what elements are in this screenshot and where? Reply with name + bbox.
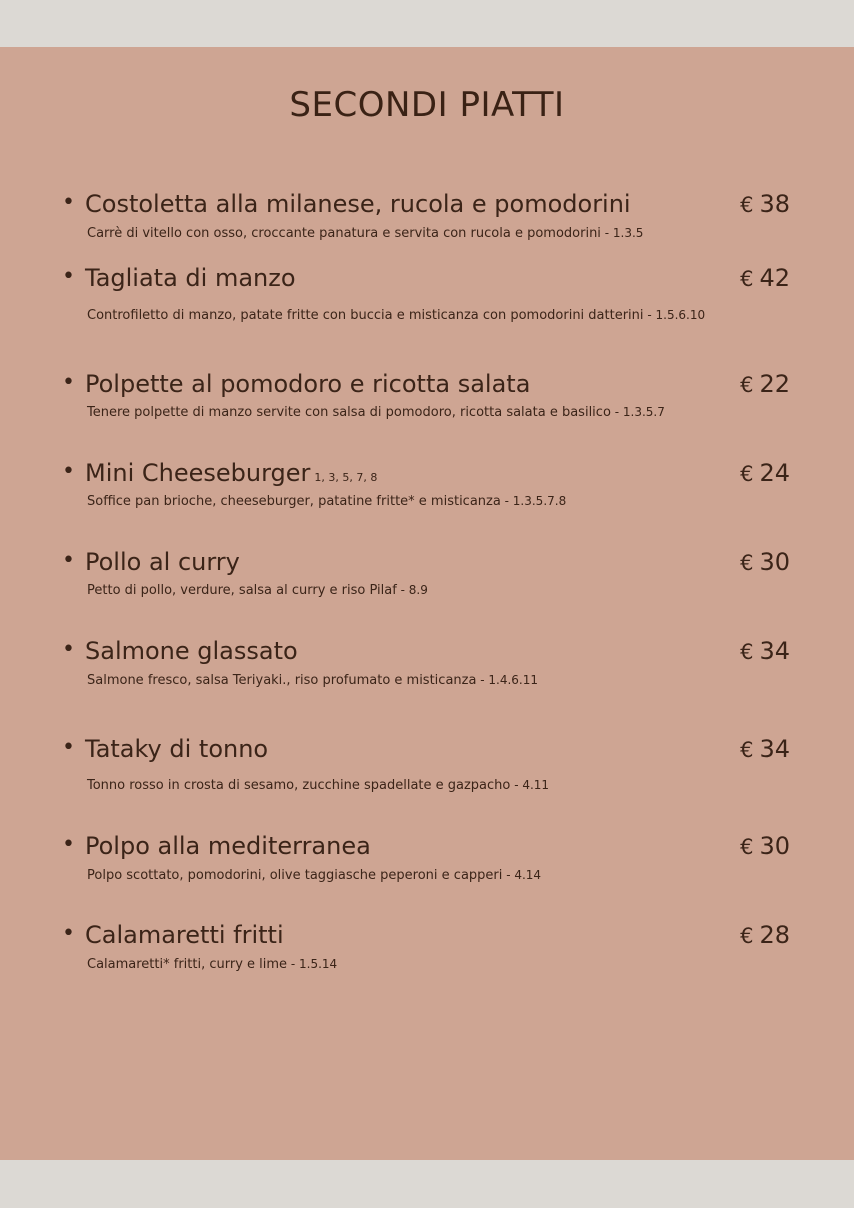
dish-price: € 38	[740, 190, 790, 218]
menu-item	[62, 263, 790, 323]
dish-description: Petto di pollo, verdure, salsa al curry e riso Pilaf - 8.9	[87, 583, 428, 598]
dish-description: Calamaretti* fritti, curry e lime - 1.5.14	[87, 957, 338, 972]
menu-item	[62, 547, 790, 598]
bullet: •	[62, 459, 75, 484]
dish-price: € 28	[740, 921, 790, 949]
dish-name: Salmone glassato	[85, 637, 298, 665]
dish-name: Costoletta alla milanese, rucola e pomodorini	[85, 190, 631, 218]
dish-name: Polpo alla mediterranea	[85, 832, 371, 860]
dish-description: Carrè di vitello con osso, croccante panatura e servita con rucola e pomodorini - 1.3.5	[87, 226, 644, 241]
dish-description: Polpo scottato, pomodorini, olive taggiasche peperoni e capperi - 4.14	[87, 868, 542, 883]
menu-item	[62, 369, 790, 420]
dish-name: Tagliata di manzo	[85, 264, 296, 292]
dish-allergens: 1, 3, 5, 7, 8	[314, 471, 378, 484]
bullet: •	[62, 190, 75, 215]
dish-description: Soffice pan brioche, cheeseburger, patatine fritte* e misticanza - 1.3.5.7.8	[87, 494, 567, 509]
dish-name: Mini Cheeseburger 1, 3, 5, 7, 8	[85, 459, 378, 487]
menu-item	[62, 458, 790, 509]
dish-name: Polpette al pomodoro e ricotta salata	[85, 370, 531, 398]
dish-name: Pollo al curry	[85, 548, 240, 576]
bullet: •	[62, 264, 75, 289]
dish-price: € 24	[740, 459, 790, 487]
bullet: •	[62, 548, 75, 573]
menu-item	[62, 734, 790, 793]
page-title: SECONDI PIATTI	[289, 85, 565, 125]
dish-price: € 30	[740, 548, 790, 576]
dish-description: Controfiletto di manzo, patate fritte con buccia e misticanza con pomodorini datterini - 1.5.6.10	[87, 308, 706, 323]
bullet: •	[62, 637, 75, 662]
menu-item	[62, 189, 790, 241]
dish-description: Salmone fresco, salsa Teriyaki., riso profumato e misticanza - 1.4.6.11	[87, 673, 539, 688]
dish-name: Tataky di tonno	[85, 735, 269, 763]
dish-description: Tenere polpette di manzo servite con salsa di pomodoro, ricotta salata e basilico - 1.3.5.7	[87, 405, 665, 420]
bullet: •	[62, 921, 75, 946]
dish-price: € 30	[740, 832, 790, 860]
dish-name: Calamaretti fritti	[85, 921, 284, 949]
menu-item	[62, 636, 790, 688]
bullet: •	[62, 832, 75, 857]
dish-description: Tonno rosso in crosta di sesamo, zucchine spadellate e gazpacho - 4.11	[87, 778, 550, 793]
dish-price: € 34	[740, 735, 790, 763]
bullet: •	[62, 370, 75, 395]
menu-item	[62, 920, 790, 972]
menu-item	[62, 831, 790, 883]
dish-price: € 34	[740, 637, 790, 665]
dish-price: € 42	[740, 264, 790, 292]
dish-price: € 22	[740, 370, 790, 398]
bullet: •	[62, 735, 75, 760]
menu-page	[0, 47, 854, 1160]
